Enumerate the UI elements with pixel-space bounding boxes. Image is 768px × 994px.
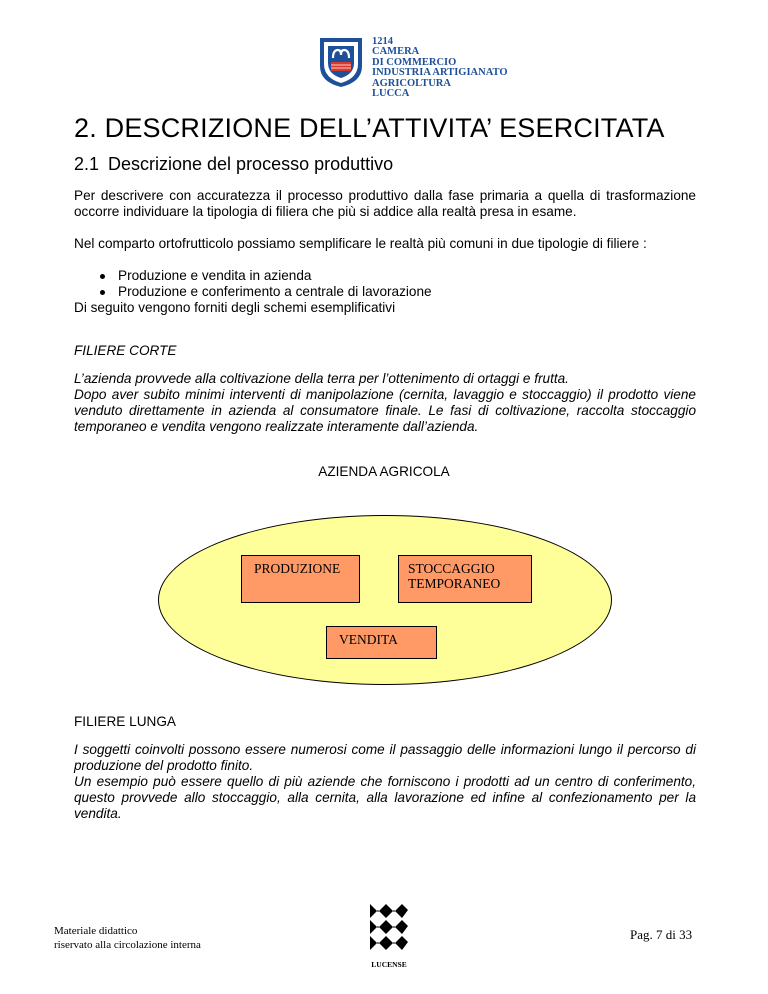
logo-line: CAMERA <box>372 46 420 58</box>
diagram-title: AZIENDA AGRICOLA <box>318 464 450 479</box>
lucense-logo-text: LUCENSE <box>371 960 407 969</box>
filiere-types-list <box>74 268 432 300</box>
filiere-corte-paragraph-2: Dopo aver subito minimi interventi di manipolazione (cernita, lavaggio e stoccaggio) il prodotto viene venduto direttamente in azienda al consumatore finale. Le fasi di coltivazione, raccolta stoccaggio temporaneo e vendita vengono realizzate interamente dall’azienda. <box>74 387 696 434</box>
intro-paragraph-3: Di seguito vengono forniti degli schemi esemplificativi <box>74 300 396 315</box>
chamber-of-commerce-logo-icon <box>318 36 364 88</box>
logo-line: INDUSTRIA ARTIGIANATO <box>372 67 508 79</box>
footer-note-line: Materiale didattico <box>54 925 138 937</box>
lucense-icon <box>366 902 412 958</box>
subsection-title <box>74 154 393 175</box>
logo-line: LUCCA <box>372 88 410 100</box>
filiere-corte-paragraph-1: L’azienda provvede alla coltivazione della terra per l’ottenimento di ortaggi e frutta. <box>74 371 569 386</box>
list-item-text: Produzione e conferimento a centrale di lavorazione <box>118 283 432 299</box>
logo-line: 1214 <box>372 36 393 47</box>
subsection-title-text: Descrizione del processo produttivo <box>108 154 394 174</box>
list-item <box>74 268 432 284</box>
intro-paragraph-2: Nel comparto ortofrutticolo possiamo semplificare le realtà più comuni in due tipologie di filiere : <box>74 236 647 251</box>
filiere-lunga-heading: FILIERE LUNGA <box>74 714 176 729</box>
stoccaggio-box <box>398 555 532 603</box>
azienda-ellipse <box>158 515 612 685</box>
list-item <box>74 284 432 300</box>
filiere-lunga-paragraph-1: I soggetti coinvolti possono essere numerosi come il passaggio delle informazioni lungo il percorso di produzione del prodotto finito. <box>74 742 696 773</box>
filiere-corte-heading: FILIERE CORTE <box>74 343 177 358</box>
produzione-box: PRODUZIONE <box>241 555 360 603</box>
logo-line: DI COMMERCIO <box>372 56 457 68</box>
footer-note <box>54 924 201 952</box>
vendita-box: VENDITA <box>326 626 437 659</box>
stoccaggio-box-line: STOCCAGGIO <box>408 561 495 576</box>
intro-paragraph-1: Per descrivere con accuratezza il processo produttivo dalla fase primaria a quella di trasformazione occorre individuare la tipologia di filiera che più si addice alla realtà presa in esame. <box>74 188 696 219</box>
filiere-lunga-paragraph-2: Un esempio può essere quello di più aziende che forniscono i prodotti ad un centro di conferimento, questo provvede allo stoccaggio, alla cernita, alla lavorazione ed infine al confezionamento per la vendita. <box>74 774 696 821</box>
logo-line: AGRICOLTURA <box>372 77 451 89</box>
stoccaggio-box-line: TEMPORANEO <box>408 576 501 591</box>
chamber-of-commerce-name <box>372 37 508 99</box>
bullet-icon <box>100 274 105 279</box>
list-item-text: Produzione e vendita in azienda <box>118 268 312 283</box>
bullet-icon <box>100 290 105 295</box>
subsection-number: 2.1 <box>74 154 100 174</box>
section-title: 2. DESCRIZIONE DELL’ATTIVITA’ ESERCITATA <box>74 113 665 143</box>
footer-note-line: riservato alla circolazione interna <box>54 939 201 951</box>
page-number: Pag. 7 di 33 <box>630 927 693 942</box>
